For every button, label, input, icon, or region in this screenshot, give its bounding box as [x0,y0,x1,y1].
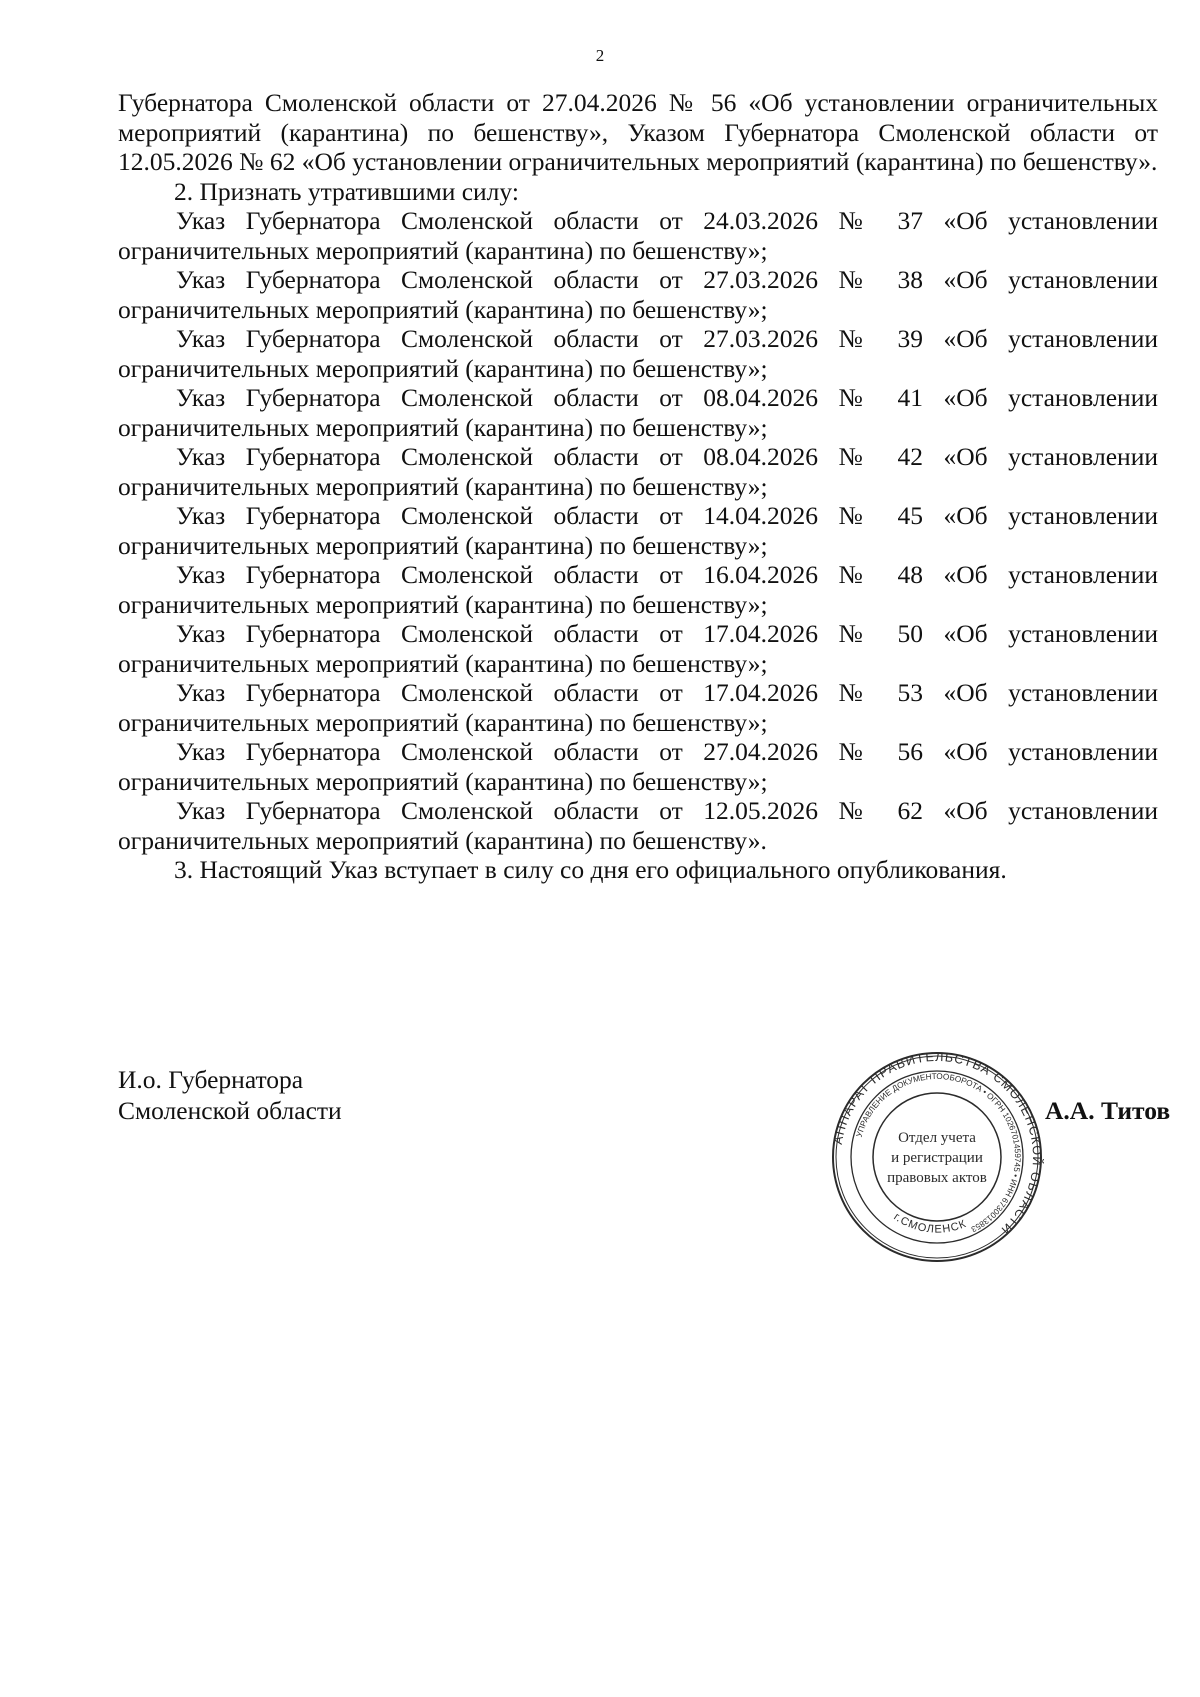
repealed-decree-item [118,442,1158,501]
repealed-decree-item [118,560,1158,619]
stamp-center-line3: правовых актов [887,1170,987,1186]
repealed-decree-line1: Указ Губернатора Смоленской области от 27.03.2026 № 38 «Об установлении [176,265,1158,294]
repealed-decree-item [118,796,1158,855]
repealed-decree-item [118,737,1158,796]
repealed-decree-line1: Указ Губернатора Смоленской области от 17.04.2026 № 50 «Об установлении [176,619,1158,648]
repealed-decree-line2: ограничительных мероприятий (карантина) по бешенству»; [118,353,768,383]
stamp-middle-text: УПРАВЛЕНИЕ ДОКУМЕНТООБОРОТА • ОГРН 1026701459745 • ИНН 6730013853 [854,1071,1023,1234]
repealed-decree-line2: ограничительных мероприятий (карантина) по бешенству»; [118,471,768,501]
page-number: 2 [595,46,605,65]
stamp-center-line1: Отдел учета [898,1130,976,1146]
repealed-decree-item [118,324,1158,383]
stamp-outer-text: АППАРАТ ПРАВИТЕЛЬСТВА СМОЛЕНСКОЙ ОБЛАСТИ [830,1050,1044,1238]
repealed-decrees-list [118,206,1158,855]
repealed-decree-line1: Указ Губернатора Смоленской области от 16.04.2026 № 48 «Об установлении [176,560,1158,589]
repealed-decree-line1: Указ Губернатора Смоленской области от 24.03.2026 № 37 «Об установлении [176,206,1158,235]
repealed-decree-item [118,501,1158,560]
document-body [118,88,1158,885]
repealed-decree-line2: ограничительных мероприятий (карантина) по бешенству»; [118,530,768,560]
repealed-decree-line2: ограничительных мероприятий (карантина) по бешенству»; [118,707,768,737]
repealed-decree-item [118,383,1158,442]
repealed-decree-line2: ограничительных мероприятий (карантина) по бешенству»; [118,235,768,265]
signatory-position-line1: И.о. Губернатора [118,1065,304,1094]
repealed-decree-line1: Указ Губернатора Смоленской области от 08.04.2026 № 41 «Об установлении [176,383,1158,412]
item-3: 3. Настоящий Указ вступает в силу со дня его официального опубликования. [174,855,1007,884]
repealed-decree-line1: Указ Губернатора Смоленской области от 27.04.2026 № 56 «Об установлении [176,737,1158,766]
repealed-decree-line1: Указ Губернатора Смоленской области от 12.05.2026 № 62 «Об установлении [176,796,1158,825]
stamp-center-line2: и регистрации [891,1150,983,1166]
repealed-decree-line2: ограничительных мероприятий (карантина) по бешенству»; [118,648,768,678]
intro-continuation: Губернатора Смоленской области от 27.04.2026 № 56 «Об установлении ограничительных мероприятий (карантина) по бешенству», Указом Губернатора Смоленской области от 12.05.2026 № 62 «Об установлении ограничительных мероприятий (карантина) по бешенству». [118,88,1158,176]
repealed-decree-line1: Указ Губернатора Смоленской области от 08.04.2026 № 42 «Об установлении [176,442,1158,471]
repealed-decree-line2: ограничительных мероприятий (карантина) по бешенству»; [118,589,768,619]
stamp-bottom-text: г.СМОЛЕНСК [891,1210,969,1236]
repealed-decree-line2: ограничительных мероприятий (карантина) по бешенству». [118,825,767,855]
repealed-decree-line1: Указ Губернатора Смоленской области от 14.04.2026 № 45 «Об установлении [176,501,1158,530]
repealed-decree-line2: ограничительных мероприятий (карантина) по бешенству»; [118,766,768,796]
repealed-decree-line1: Указ Губернатора Смоленской области от 27.03.2026 № 39 «Об установлении [176,324,1158,353]
repealed-decree-item [118,206,1158,265]
repealed-decree-line1: Указ Губернатора Смоленской области от 17.04.2026 № 53 «Об установлении [176,678,1158,707]
repealed-decree-item [118,678,1158,737]
signatory-position-line2: Смоленской области [118,1096,342,1125]
repealed-decree-item [118,265,1158,324]
repealed-decree-line2: ограничительных мероприятий (карантина) по бешенству»; [118,294,768,324]
signatory-name: А.А. Титов [1045,1096,1171,1125]
repealed-decree-line2: ограничительных мероприятий (карантина) по бешенству»; [118,412,768,442]
item-2-heading: 2. Признать утратившими силу: [174,176,519,206]
official-seal-stamp [830,1050,1044,1264]
repealed-decree-item [118,619,1158,678]
signatory-position [118,1064,342,1126]
